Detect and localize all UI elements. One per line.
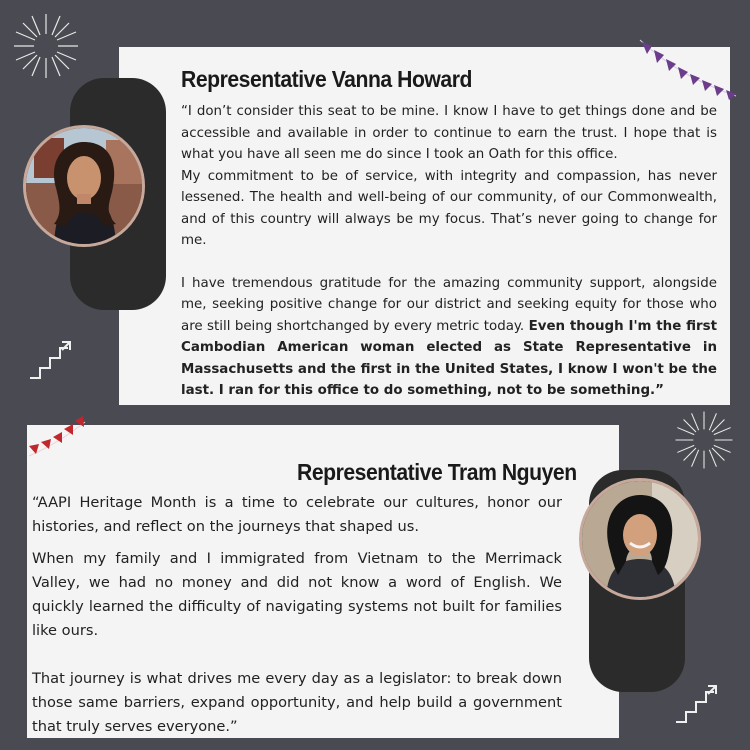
starburst-icon	[10, 10, 82, 82]
quote-regular-text: I have tremendous gratitude for the amazing community support, alongside me, seeking positive change for our district and seeking equity for those who are still being shortchanged by every metric today.	[181, 275, 717, 334]
quote-paragraph	[181, 273, 717, 402]
quote-paragraph: That journey is what drives me every day as a legislator: to break down those same barriers, expand opportunity, and help build a government that truly serves everyone.”	[32, 670, 562, 735]
profile-name-howard: Representative Vanna Howard	[181, 66, 472, 92]
portrait-vanna-howard	[23, 125, 145, 247]
quote-bold-text: Even though I'm the first Cambodian American woman elected as State Representative in Massachusetts and the first in the United States, I know I won't be the last. I ran for this office to do something, not to be something.”	[181, 318, 717, 398]
quote-paragraph: “AAPI Heritage Month is a time to celebrate our cultures, honor our histories, and reflect on the journeys that shaped us.	[32, 494, 562, 535]
stairs-arrow-icon	[28, 338, 76, 380]
quote-nguyen	[32, 491, 562, 739]
quote-paragraph: My commitment to be of service, with integrity and compassion, has never lessened. The health and well-being of our community, of our Commonwealth, and of this country will always be my focus. That’s never going to change for me.	[181, 168, 717, 248]
portrait-tram-nguyen	[579, 478, 701, 600]
quote-howard	[181, 101, 717, 402]
stairs-arrow-icon	[674, 682, 722, 724]
bunting-flags-purple	[638, 36, 738, 102]
bunting-flags-red	[27, 416, 87, 460]
quote-paragraph: When my family and I immigrated from Vietnam to the Merrimack Valley, we had no money and did not know a word of English. We quickly learned the difficulty of navigating systems not built for families like ours.	[32, 550, 562, 639]
starburst-icon	[672, 408, 736, 472]
profile-name-nguyen: Representative Tram Nguyen	[297, 459, 577, 485]
quote-paragraph: “I don’t consider this seat to be mine. I know I have to get things done and be accessible and available in order to continue to earn the trust. I hope that is what you have all seen me do since I took an Oath for this office.	[181, 104, 717, 162]
